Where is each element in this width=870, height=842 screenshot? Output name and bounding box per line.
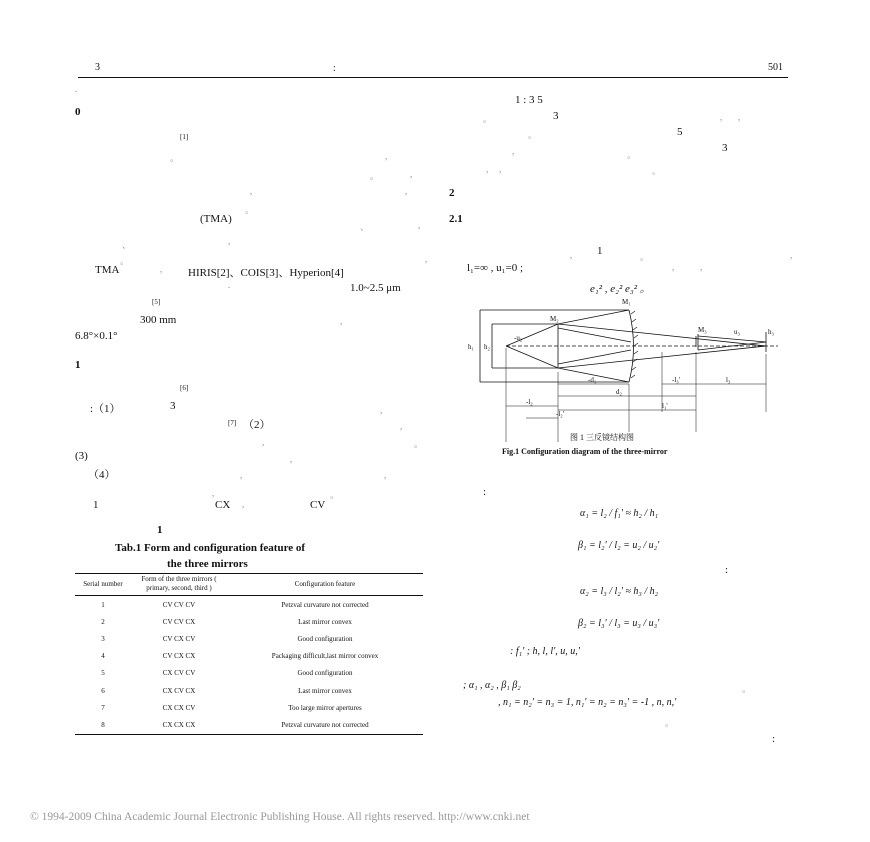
equation-beta1: β₁ = l₂' / l₂ = u₂ / u₂' — [578, 540, 660, 551]
label-h3: h₃ — [768, 328, 774, 336]
equation-alpha1: α₁ = l₂ / f₁' ≈ h₂ / h₁ — [580, 508, 659, 519]
list-item-2: （2） — [243, 419, 271, 431]
table-row — [75, 716, 423, 734]
text-fragment: , — [242, 499, 245, 509]
mirror-form-cell: CX CV CV — [162, 669, 196, 678]
table-row — [75, 630, 423, 647]
section-2-title: 2 — [449, 187, 455, 199]
table-caption-line2: the three mirrors — [167, 558, 248, 570]
sensor-list: HIRIS[2]、COIS[3]、Hyperion[4] — [188, 267, 344, 279]
text-fragment: 。 — [640, 252, 650, 262]
text-fragment: , — [512, 146, 515, 156]
text-fragment: , — [340, 316, 343, 326]
text-fragment: , — [790, 250, 793, 260]
list-item-4: （4） — [88, 469, 116, 481]
column-header: Configuration feature — [227, 573, 423, 596]
configuration-feature-cell: Last mirror convex — [298, 617, 352, 626]
table-header-row — [75, 573, 423, 596]
text-colon: : — [483, 486, 487, 498]
label-h1: h₁ — [468, 343, 474, 351]
text-fragment: 。 — [370, 171, 380, 181]
label-l3p: -l₃' — [672, 376, 680, 384]
citation: [7] — [228, 419, 237, 427]
serial-number-cell: 7 — [101, 703, 105, 712]
label-l2: -l₂ — [526, 398, 533, 406]
text-fragment: 。 — [245, 205, 255, 215]
text-fragment: , — [672, 262, 675, 272]
text-fragment: 。 — [483, 114, 493, 124]
text-fragment: , — [570, 250, 573, 260]
serial-number-cell: 5 — [101, 669, 105, 678]
citation: [1] — [180, 133, 189, 141]
text-fragment: , — [380, 405, 383, 415]
copyright-footer: © 1994-2009 China Academic Journal Electronic Publishing House. All rights reserved. http://www.cnki.net — [30, 811, 530, 823]
text-fragment: , — [160, 264, 163, 274]
text-fragment: , — [425, 254, 428, 264]
cv-label: CV — [310, 499, 326, 511]
text-fragment: , — [720, 112, 723, 122]
serial-number-cell: 4 — [101, 652, 105, 661]
configuration-feature-cell: Packaging difficult,last mirror convex — [271, 652, 379, 661]
label-M3: M₃ — [698, 326, 707, 334]
label-l2p: -l₂' — [556, 410, 564, 418]
table-row — [75, 648, 423, 665]
text-fragment: , — [240, 470, 243, 480]
text-fragment: , — [738, 112, 741, 122]
configuration-feature-cell: Petzval curvature not corrected — [281, 600, 369, 609]
mirror-form-cell: CX CX CV — [162, 703, 196, 712]
label-l3: l₃ — [726, 376, 731, 384]
text-fragment: 。 — [665, 718, 675, 728]
running-header-center: : — [333, 63, 336, 74]
text-fragment: . — [75, 84, 78, 94]
text-fragment: 。 — [627, 150, 637, 160]
figure-caption-cn: 图 1 三反镜结构图 — [570, 433, 634, 442]
text-fragment: , — [384, 470, 387, 480]
table-ref-number: 1 — [93, 499, 99, 511]
figure-ref: 1 — [597, 245, 603, 257]
section-0-title: 0 — [75, 106, 81, 118]
text-fragment: , — [400, 421, 403, 431]
text-number: 5 — [677, 126, 683, 138]
boundary-condition: l₁=∞ , u₁=0 ; — [467, 262, 524, 274]
text-fragment: 。 — [330, 490, 340, 500]
text-fragment: , — [410, 169, 413, 179]
text-fragment: , — [499, 164, 502, 174]
list-item-1-number: 3 — [170, 400, 176, 412]
text-line: 1 : 3 5 — [515, 94, 543, 106]
header-rule — [78, 77, 788, 78]
text-number: 3 — [553, 110, 559, 122]
tma-abbrev: (TMA) — [200, 213, 232, 225]
configuration-feature-cell: Petzval curvature not corrected — [227, 716, 423, 734]
text-fragment: , — [290, 454, 293, 464]
text-fragment: , — [405, 186, 408, 196]
mirror-configuration-table — [75, 573, 423, 735]
mirror-form-cell: CV CV CX — [162, 617, 196, 626]
table-row — [75, 665, 423, 682]
serial-number-cell: 1 — [101, 600, 105, 609]
configuration-feature-cell: Good configuration — [297, 634, 353, 643]
text-fragment: 。 — [528, 130, 538, 140]
mirror-form-cell: CV CX CX — [162, 652, 196, 661]
field-of-view: 6.8°×0.1° — [75, 330, 118, 342]
column-header: Serial number — [75, 573, 131, 596]
text-fragment: , — [700, 262, 703, 272]
text-fragment: 、 — [360, 222, 370, 232]
label-h2: h₂ — [484, 343, 490, 351]
table-row — [75, 613, 423, 630]
list-item-1: :（1） — [90, 403, 121, 415]
table-caption-number: 1 — [157, 524, 163, 536]
configuration-feature-cell: Good configuration — [297, 669, 353, 678]
three-mirror-configuration-diagram — [466, 292, 784, 468]
label-d2: d₂ — [616, 388, 622, 396]
equation-alpha2: α₂ = l₃ / l₂' ≈ h₃ / h₂ — [580, 586, 659, 597]
citation: [6] — [180, 384, 189, 392]
text-fragment: 。 — [170, 153, 180, 163]
text-fragment: , — [385, 151, 388, 161]
table-row — [75, 682, 423, 699]
citation: [5] — [152, 298, 161, 306]
label-M1: M₁ — [622, 298, 631, 306]
label-d1: -d₁ — [588, 376, 597, 384]
page-number: 501 — [768, 62, 783, 73]
text-fragment: 。 — [652, 166, 662, 176]
text-fragment: , — [418, 220, 421, 230]
text-fragment: , — [262, 437, 265, 447]
serial-number-cell: 3 — [101, 634, 105, 643]
label-M2: M₂ — [550, 315, 559, 323]
label-u2p: -u₂ — [514, 334, 523, 342]
section-2-1-title: 2.1 — [449, 213, 463, 225]
table-caption-line1: Tab.1 Form and configuration feature of — [115, 542, 306, 554]
running-header-left: 3 — [95, 62, 100, 73]
table-top-rule — [75, 573, 423, 574]
mirror-form-cell: CX CV CX — [162, 686, 196, 695]
text-colon: : — [725, 564, 729, 576]
text-fragment: 。 — [120, 256, 130, 266]
parameter-line: ; α₁ , α₂ , β₁ β₂ — [463, 680, 521, 691]
text-fragment: 。 — [414, 439, 424, 449]
configuration-feature-cell: Too large mirror apertures — [288, 703, 362, 712]
focal-length: 300 mm — [140, 314, 177, 326]
definition-line: : f₁' ; h, l, l', u, u,' — [510, 646, 580, 657]
text-fragment: , — [250, 186, 253, 196]
text-fragment: 。 — [742, 684, 752, 694]
cx-label: CX — [215, 499, 231, 511]
text-fragment: , — [486, 164, 489, 174]
mirror-form-cell: CV CX CV — [162, 634, 196, 643]
equation-beta2: β₂ = l₃' / l₃ = u₃ / u₃' — [578, 618, 660, 629]
serial-number-cell: 2 — [101, 617, 105, 626]
serial-number-cell: 8 — [75, 716, 131, 734]
configuration-feature-cell: Last mirror convex — [298, 686, 352, 695]
text-colon: : — [772, 733, 776, 745]
table-row — [75, 596, 423, 614]
label-u3: u₃ — [734, 328, 740, 336]
text-number: 3 — [722, 142, 728, 154]
spectral-range: 1.0~2.5 μm — [350, 282, 401, 294]
refractive-index-line: , n₁ = n₂' = n₃ = 1, n₁' = n₂ = n₃' = -1 , n, n,' — [498, 697, 677, 708]
tma-text: TMA — [95, 264, 120, 276]
mirror-form-cell: CX CX CX — [131, 716, 227, 734]
figure-caption-en: Fig.1 Configuration diagram of the three-mirror — [502, 447, 668, 456]
list-item-3: (3) — [75, 450, 88, 462]
text-fragment: 、 — [122, 240, 132, 250]
text-fragment: . — [228, 280, 231, 290]
text-fragment: , — [228, 236, 231, 246]
table-row — [75, 699, 423, 716]
label-l1p: l₁' — [662, 402, 668, 410]
mirror-form-cell: CV CV CV — [162, 600, 196, 609]
text-fragment: , — [212, 488, 215, 498]
column-header: Form of the three mirrors ( primary, second, third ) — [131, 573, 227, 596]
section-1-title: 1 — [75, 359, 81, 371]
eccentricity-list: e₁² , e₂² e₃² 。 — [590, 283, 651, 295]
serial-number-cell: 6 — [101, 686, 105, 695]
